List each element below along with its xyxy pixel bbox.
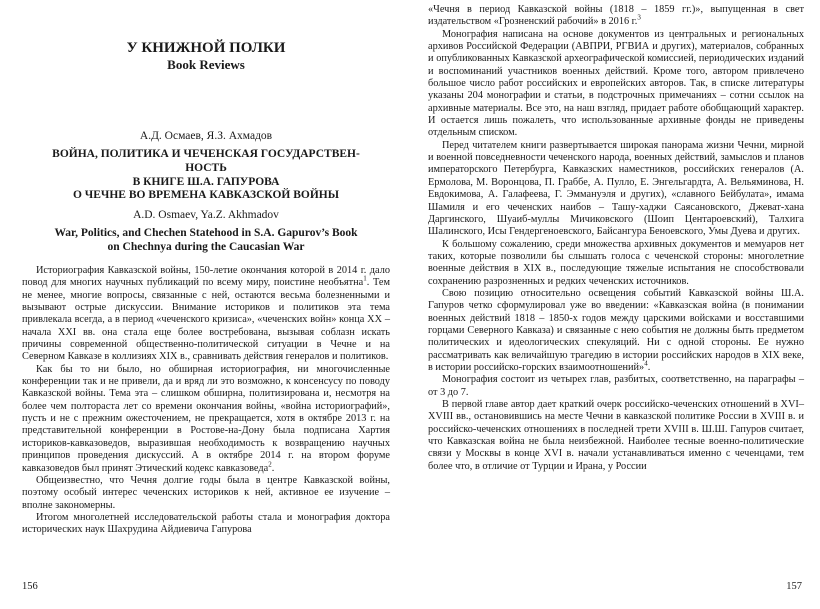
right-body-text bbox=[428, 4, 804, 473]
left-body-text bbox=[22, 265, 390, 537]
title-ru-line: ВОЙНА, ПОЛИТИКА И ЧЕЧЕНСКАЯ ГОСУДАРСТВЕН- bbox=[52, 148, 360, 160]
authors-ru: А.Д. Осмаев, Я.З. Ахмадов bbox=[139, 130, 273, 142]
paragraph: К большому сожалению, среди множества архивных документов и мемуаров нет таких, которые позволили бы слышать голоса с чеченской стороны: многолетние военные действия в XIX в., последующие тяжелые испытания не способствовали сохранению разрозненных и редких чеченских источников. bbox=[428, 238, 804, 287]
footnote-ref: 4 bbox=[644, 359, 648, 368]
article-title-ru bbox=[22, 148, 390, 203]
title-ru-line: НОСТЬ bbox=[185, 161, 227, 174]
footnote-ref: 2 bbox=[268, 460, 272, 469]
page-number: 156 bbox=[22, 581, 38, 592]
section-subtitle: Book Reviews bbox=[167, 57, 245, 72]
paragraph: «Чечня в период Кавказской войны (1818 – 1859 гг.)», выпущенная в свет издательством «Грозненский рабочий» в 2016 г.$^3$ bbox=[428, 4, 804, 28]
section-title: У КНИЖНОЙ ПОЛКИ bbox=[126, 40, 286, 56]
paragraph: Монография написана на основе документов из центральных и региональных архивов Российской Федерации (АВПРИ, РГВИА и других), материалов, собранных и опубликованных Кавказской археографической комиссией, периодических изданий и воспоминаний участников военных действий. Кроме того, автором привлечено большое число работ российских и европейских авторов. Так, в списке литературы указаны 204 монографии и статьи, в подстрочных примечаниях – сотни ссылок на архивные материалы. Все это, на наш взгляд, придает работе обобщающий характер. И остается лишь пожалеть, что использованные архивные фонды не приведены отдельным списком. bbox=[428, 28, 804, 139]
title-ru-line: В КНИГЕ Ш.А. ГАПУРОВА bbox=[132, 175, 280, 188]
right-page bbox=[410, 0, 820, 609]
footnote-ref: 1 bbox=[363, 274, 367, 283]
paragraph: Историография Кавказской войны, 150-летие окончания которой в 2014 г. дало повод для многих научных публикаций по всему миру, поистине необъятна$^1$. Тем не менее, многие вопросы, связанные с ней, остаются весьма болезненными и вызывают острые дискуссии. Внимание историков и политиков эта тема привлекала всегда, а в период «чеченского кризиса», «чеченских войн» конца XX – начала XXI вв. она стала еще более востребована, вызывая соблазн искать причины современной общественно-политической ситуации в Чечне и на Северном Кавказе в коллизиях XIX в., сравнивать действия генералов и политиков. bbox=[22, 265, 390, 363]
title-en-line: on Chechnya during the Caucasian War bbox=[107, 240, 305, 253]
footnote-ref: 3 bbox=[637, 13, 641, 22]
paragraph: В первой главе автор дает краткий очерк российско-чеченских отношений в XVI–XVIII вв., остановившись на месте Чечни в кавказской политике России в XVIII в. и российско-чеченских отношениях в последней трети XVIII в. Ш.Ш. Гапуров считает, что Кавказская война не была неизбежной. Наиболее тесные военно-политические связи у Москвы в конце XVI в. начали устанавливаться именно с чеченцами, тем более что, в отличие от Турции и Ирана, у России bbox=[428, 399, 804, 472]
authors-en: A.D. Osmaev, Ya.Z. Akhmadov bbox=[133, 209, 279, 221]
paragraph: Общеизвестно, что Чечня долгие годы была в центре Кавказской войны, поэтому особый интерес чеченских историков к ней, активное ее изучение – вполне закономерны. bbox=[22, 474, 390, 511]
paragraph: Свою позицию относительно освещения событий Кавказской войны Ш.А. Гапуров четко сформулировал уже во введении: «Кавказская война (в понимании военных действий 1818 – 1850-х годов между царскими войсками и восставшими горцами Северного Кавказа) и связанные с нею события не должны быть предметом политических и идеологических спекуляций. Ни с одной стороны. Ее нужно рассматривать как величайшую трагедию в истории российских народов в XIX веке, в истории российско-горских взаимоотношений»$^4$. bbox=[428, 287, 804, 373]
title-ru-line: О ЧЕЧНЕ ВО ВРЕМЕНА КАВКАЗСКОЙ ВОЙНЫ bbox=[72, 189, 340, 202]
paragraph: Перед читателем книги развертывается широкая панорама жизни Чечни, мирной и военной повседневности чеченского народа, военных действий, замыслов и планов императорского Петербурга, Кавказских наместников, российских генералов (А. Ермолова, М. Воронцова, П. Граббе, А. Пулло, Е. Энгельгардта, А. Вельяминова, Н. Евдокимова, А. Галафеева, Г. Эммануэля и других), «славного Бейбулата», имама Шамиля и его чеченских наибов – Ташу-хаджи Саясановского, Джеват-хана Даргинского, Шуаиб-муллы Мичиковского (Шоип Центароевский), Талхига Шалинского, Исы Гендергеноевского, Байсангура Беноевского, Умы Дуева и других. bbox=[428, 139, 804, 238]
article-title-en bbox=[22, 227, 390, 255]
page-number: 157 bbox=[786, 581, 802, 592]
title-en-line: War, Politics, and Chechen Statehood in S.A. Gapurov’s Book bbox=[54, 227, 358, 239]
paragraph: Как бы то ни было, но обширная историография, ни многочисленные конференции так и не привели, да и вряд ли это возможно, к консенсусу по поводу Кавказской войны. Тема эта – слишком обширна, политизирована и, несмотря на более чем полтораста лет со времени окончания войны, «война историографий», пусть и не с прежним ожесточением, не прекращается, хотя в октябре 2013 г. на представительной конференции в Ростове-на-Дону была подписана Хартия историков-кавказоведов, выразившая необходимость к возвращению научных принципов проведения дискуссий. А в октябре 2014 г. на втором форуме кавказоведов был принят Этический кодекс кавказоведа$^2$. bbox=[22, 363, 390, 474]
paragraph: Итогом многолетней исследовательской работы стала и монография доктора исторических наук Шахрудина Айдиевича Гапурова bbox=[22, 511, 390, 536]
paragraph: Монография состоит из четырех глав, разбитых, соответственно, на параграфы – от 3 до 7. bbox=[428, 374, 804, 398]
